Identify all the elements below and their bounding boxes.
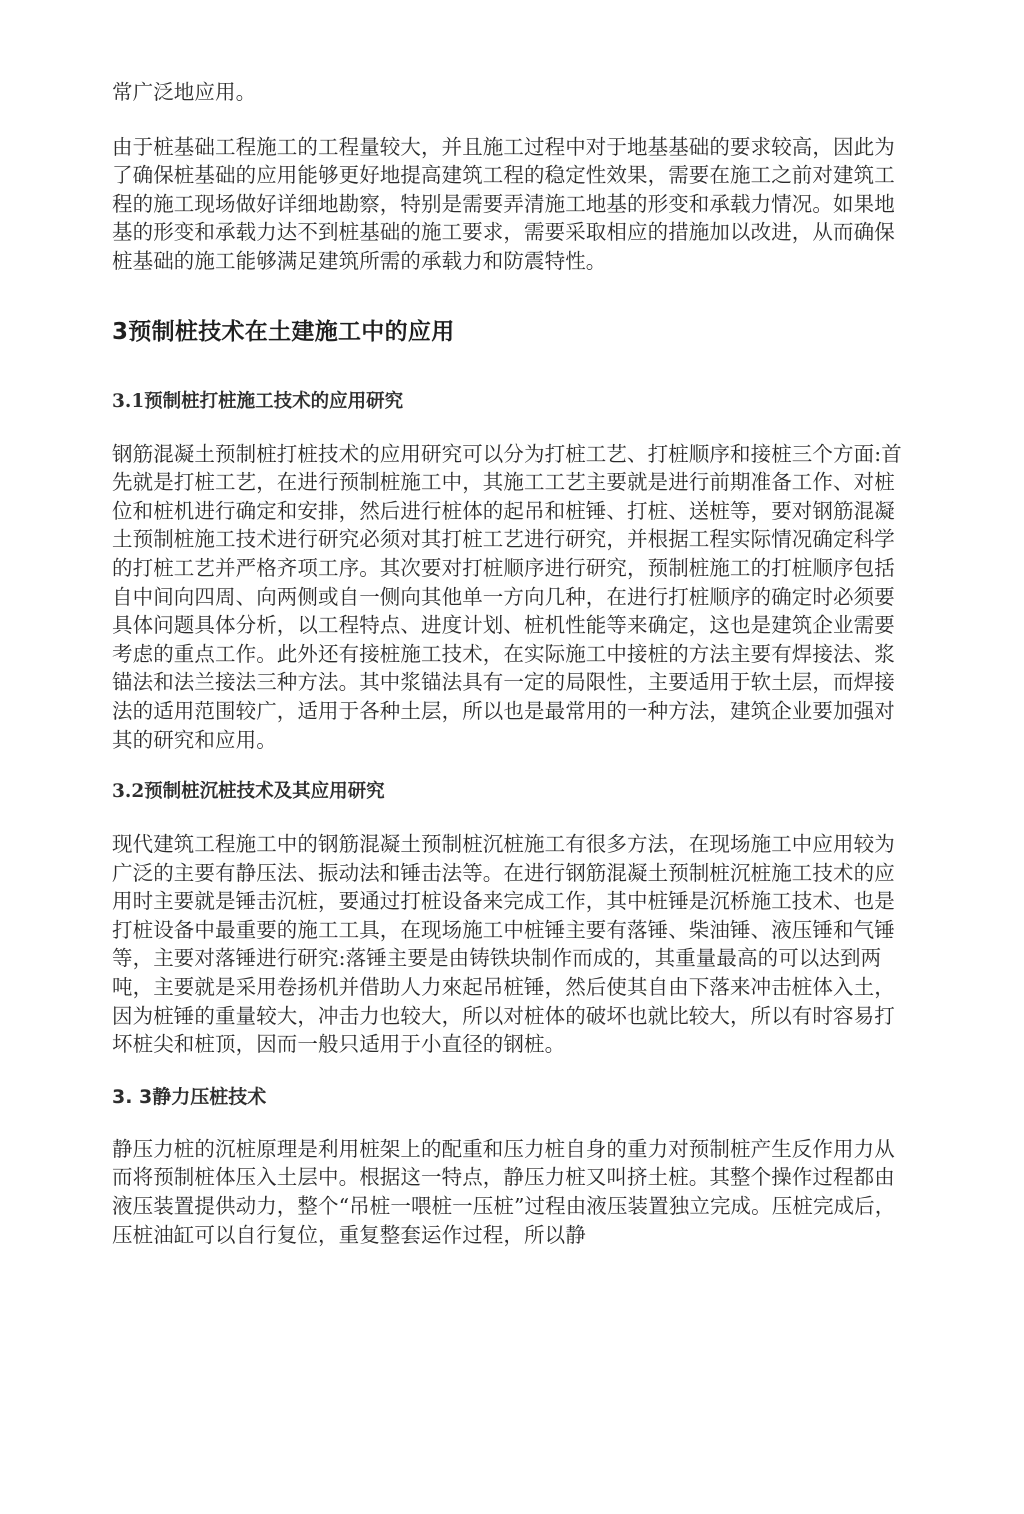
section-3-title: 3预制桩技术在土建施工中的应用 xyxy=(112,318,455,345)
section-3-2-body: 现代建筑工程施工中的钢筋混凝土预制桩沉桩施工有很多方法，在现场施工中应用较为广泛的主要有静压法、振动法和锤击法等。在进行钢筋混凝土预制桩沉桩施工技术的应用时主要就是锤击沉桩，要通过打桩设备来完成工作，其中桩锤是沉桥施工技术、也是打桩设备中最重要的施工工具，在现场施工中桩锤主要有落锤、柴油锤、液压锤和气锤等，主要对落锤进行研究:落锤主要是由铸铁块制作而成的，其重量最高的可以达到两吨，主要就是采用卷扬机并借助人力來起吊桩锤，然后使其自由下落来冲击桩体入土，因为桩锤的重量较大，冲击力也较大，所以对桩体的破坏也就比较大，所以有时容易打坏桩尖和桩顶，因而一般只适用于小直径的钢桩。 xyxy=(112,832,895,1057)
section-3-3-body: 静压力桩的沉桩原理是利用桩架上的配重和压力桩自身的重力对预制桩产生反作用力从而将预制桩体压入土层中。根据这一特点，静压力桩又叫挤土桩。其整个操作过程都由液压装置提供动力，整个“吊桩一喂桩一压桩”过程由液压装置独立完成。压桩完成后，压桩油缸可以自行复位，重复整套运作过程，所以静 xyxy=(112,1136,896,1247)
heading-gap xyxy=(112,416,902,440)
section-3-1-body: 钢筋混凝土预制桩打桩技术的应用研究可以分为打桩工艺、打桩顺序和接桩三个方面:首先就是打桩工艺，在进行预制桩施工中，其施工工艺主要就是进行前期准备工作、对桩位和桩机进行确定和安排，然后进行桩体的起吊和桩锤、打桩、送桩等，要对钢筋混凝土预制桩施工技术进行研究必须对其打桩工艺进行研究，并根据工程实际情况确定科学的打桩工艺并严格齐项工序。其次要对打桩顺序进行研究，预制桩施工的打桩顺序包括自中间向四周、向两侧或自一侧向其他单一方向几种，在进行打桩顺序的确定时必须要具体问题具体分析，以工程特点、进度计划、桩机性能等来确定，这也是建筑企业需要考虑的重点工作。此外还有接桩施工技术，在实际施工中接桩的方法主要有焊接法、浆锚法和法兰接法三种方法。其中浆锚法具有一定的局限性，主要适用于软土层，而焊接法的适用范围较广，适用于各种土层，所以也是最常用的一种方法，建筑企业要加强对其的研究和应用。 xyxy=(112,441,902,752)
paragraph-intro-tail: 常广泛地应用。 xyxy=(112,80,257,104)
section-3-1-title: 3.1预制桩打桩施工技术的应用研究 xyxy=(112,390,404,412)
heading-gap xyxy=(112,806,902,830)
section-3-3-title: 3. 3静力压桩技术 xyxy=(112,1085,267,1108)
paragraph-gap xyxy=(112,1059,902,1083)
paragraph-foundation-survey: 由于桩基础工程施工的工程量较大，并且施工过程中对于地基基础的要求较高，因此为了确保桩基础的应用能够更好地提高建筑工程的稳定性效果，需要在施工之前对建筑工程的施工现场做好详细地勘察，特别是需要弄清施工地基的形变和承载力情况。如果地基的形变和承载力达不到桩基础的施工要求，需要采取相应的措施加以改进，从而确保桩基础的施工能够满足建筑所需的承载力和防震特性。 xyxy=(112,134,895,273)
heading-gap xyxy=(112,1111,902,1135)
section-gap xyxy=(112,276,902,316)
document-page xyxy=(112,78,902,1249)
paragraph-gap xyxy=(112,107,902,133)
section-3-2-title: 3.2预制桩沉桩技术及其应用研究 xyxy=(112,781,385,803)
paragraph-gap xyxy=(112,754,902,778)
section-gap xyxy=(112,348,902,388)
